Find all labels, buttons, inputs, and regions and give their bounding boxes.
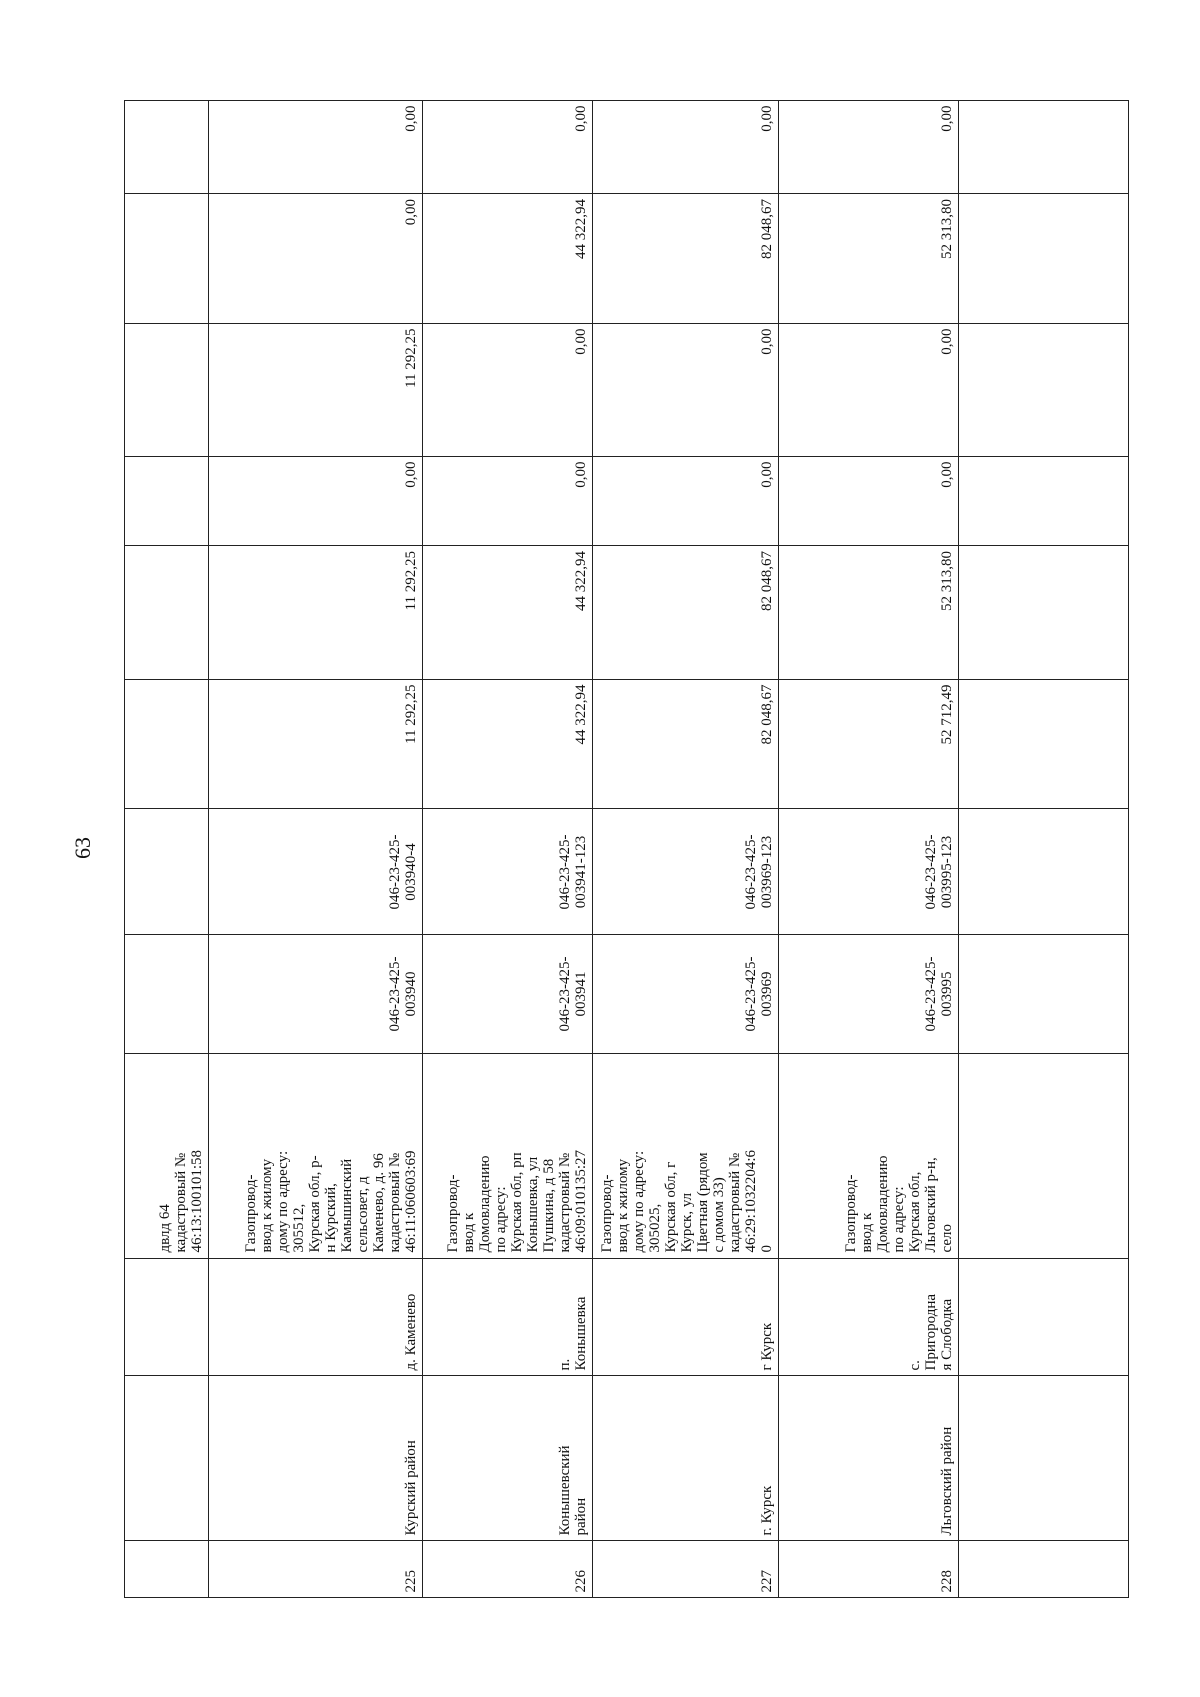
cell-v3: 0,00 <box>779 457 959 546</box>
cell-row-number: 228 <box>779 1541 959 1598</box>
cell-empty <box>959 1259 1129 1376</box>
col-code1 <box>125 935 1129 1054</box>
cell-code1: 046-23-425- 003941 <box>423 935 593 1054</box>
cell-empty <box>125 101 209 194</box>
cell-description: Газопровод- ввод к Домовладению по адресу: Курская обл, Льговский р-н, село <box>779 1054 959 1259</box>
cell-code1: 046-23-425- 003940 <box>209 935 423 1054</box>
cell-district: г. Курск <box>593 1376 779 1541</box>
cell-empty <box>959 546 1129 680</box>
cell-v5: 44 322,94 <box>423 194 593 324</box>
col-v3 <box>125 457 1129 546</box>
cell-empty <box>125 1541 209 1598</box>
col-row-number <box>125 1541 1129 1598</box>
cell-empty <box>125 194 209 324</box>
cell-description: Газопровод- ввод к жилому дому по адресу: 305025, Курская обл, г Курск, ул Цветная (рядом с домом 33) кадастровый № 46:29:1032204:6 0 <box>593 1054 779 1259</box>
cell-code2: 046-23-425- 003941-123 <box>423 809 593 935</box>
cell-v6: 0,00 <box>779 101 959 194</box>
col-locality <box>125 1259 1129 1376</box>
cell-v4: 11 292,25 <box>209 324 423 457</box>
cell-v3: 0,00 <box>209 457 423 546</box>
cell-district: Льговский район <box>779 1376 959 1541</box>
cell-empty <box>125 1259 209 1376</box>
page-number-text: 63 <box>70 837 95 859</box>
cell-locality: г Курск <box>593 1259 779 1376</box>
cell-locality: с. Пригородна я Слободка <box>779 1259 959 1376</box>
cell-empty <box>959 194 1129 324</box>
cell-v5: 0,00 <box>209 194 423 324</box>
cell-empty <box>959 101 1129 194</box>
col-v5 <box>125 194 1129 324</box>
cell-row-number: 225 <box>209 1541 423 1598</box>
data-table <box>124 100 1129 1598</box>
col-v2 <box>125 546 1129 680</box>
cell-v1: 11 292,25 <box>209 680 423 809</box>
cell-district: Конышевский район <box>423 1376 593 1541</box>
cell-empty <box>959 680 1129 809</box>
cell-description: Газопровод- ввод к жилому дому по адресу: 305512, Курская обл, р- н Курский, Камышинский сельсовет, д Каменево, д. 96 кадастровый № 46:11:060603:69 <box>209 1054 423 1259</box>
cell-code2: 046-23-425- 003940-4 <box>209 809 423 935</box>
cell-v2: 44 322,94 <box>423 546 593 680</box>
rotated-table <box>124 100 1008 1597</box>
cell-row-number: 226 <box>423 1541 593 1598</box>
cell-district: Курский район <box>209 1376 423 1541</box>
cell-empty <box>959 935 1129 1054</box>
col-description <box>125 1054 1129 1259</box>
cell-empty <box>125 1376 209 1541</box>
cell-v1: 52 712,49 <box>779 680 959 809</box>
cell-v4: 0,00 <box>593 324 779 457</box>
cell-empty <box>125 457 209 546</box>
cell-locality: д. Каменево <box>209 1259 423 1376</box>
col-code2 <box>125 809 1129 935</box>
col-v6 <box>125 101 1129 194</box>
col-v4 <box>125 324 1129 457</box>
cell-code2: 046-23-425- 003995-123 <box>779 809 959 935</box>
cell-empty <box>959 1376 1129 1541</box>
page-number <box>68 826 98 870</box>
cell-empty <box>959 324 1129 457</box>
cell-empty <box>959 809 1129 935</box>
cell-v2: 11 292,25 <box>209 546 423 680</box>
cell-v6: 0,00 <box>423 101 593 194</box>
cell-v1: 82 048,67 <box>593 680 779 809</box>
cell-v1: 44 322,94 <box>423 680 593 809</box>
cell-v2: 52 313,80 <box>779 546 959 680</box>
cell-row-number: 227 <box>593 1541 779 1598</box>
cell-empty <box>125 935 209 1054</box>
cell-empty <box>125 680 209 809</box>
cell-code2: 046-23-425- 003969-123 <box>593 809 779 935</box>
cell-v5: 82 048,67 <box>593 194 779 324</box>
cell-empty <box>959 1054 1129 1259</box>
cell-description-partial: двлд 64 кадастровый № 46:13:100101:58 <box>125 1054 209 1259</box>
cell-v3: 0,00 <box>593 457 779 546</box>
cell-empty <box>959 1541 1129 1598</box>
col-v1 <box>125 680 1129 809</box>
cell-v4: 0,00 <box>779 324 959 457</box>
cell-empty <box>125 546 209 680</box>
cell-empty <box>125 809 209 935</box>
cell-empty <box>125 324 209 457</box>
col-district <box>125 1376 1129 1541</box>
cell-v2: 82 048,67 <box>593 546 779 680</box>
cell-description: Газопровод- ввод к Домовладению по адресу: Курская обл, рп Конышевка, ул Пушкина, д 58 кадастровый № 46:09:010135:27 <box>423 1054 593 1259</box>
cell-v6: 0,00 <box>209 101 423 194</box>
cell-code1: 046-23-425- 003995 <box>779 935 959 1054</box>
cell-v4: 0,00 <box>423 324 593 457</box>
cell-v3: 0,00 <box>423 457 593 546</box>
cell-v5: 52 313,80 <box>779 194 959 324</box>
cell-v6: 0,00 <box>593 101 779 194</box>
cell-empty <box>959 457 1129 546</box>
cell-locality: п. Конышевка <box>423 1259 593 1376</box>
cell-code1: 046-23-425- 003969 <box>593 935 779 1054</box>
